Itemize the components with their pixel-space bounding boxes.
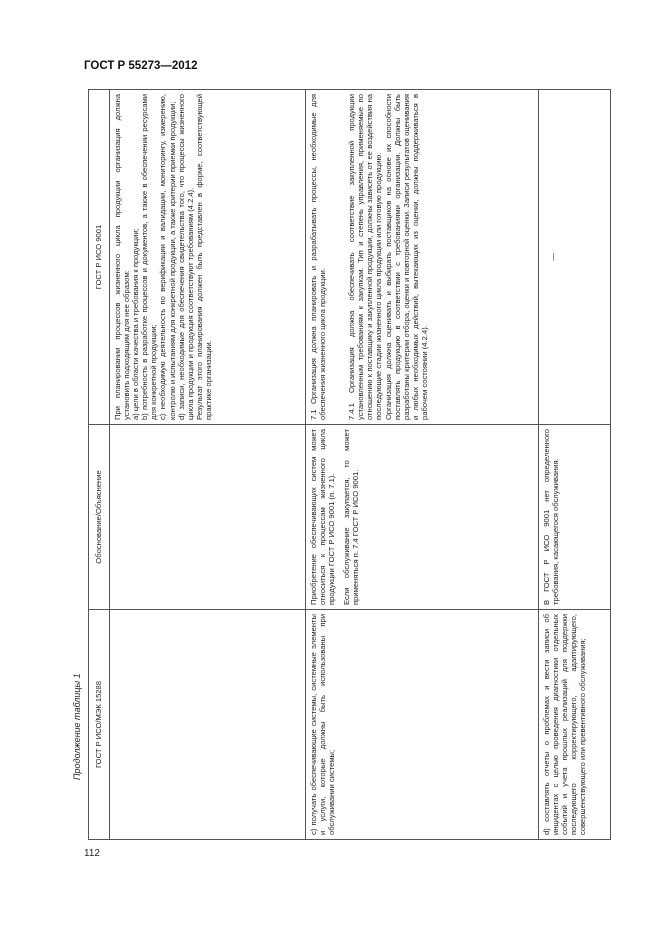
cell-paragraph: 7.1 Организация должна планировать и разрабатывать процессы, необходимые для обеспечения жизненного цикла продукции. <box>309 94 328 420</box>
cell-paragraph: Организация должна оценивать и выбирать поставщиков на основе их способности поставлять продукцию в соответствии с требованиями организации. Должны быть разработаны критерии отбора, оценки и повторной оценки. Записи результатов оценивания и любых необходимых действий, вытекающих из оценки, должны поддерживаться в рабочем состоянии (4.2.4). <box>383 94 429 420</box>
table-row <box>539 90 611 840</box>
cell-paragraph: c) необходимую деятельность по верификации и валидации, мониторингу, измерению, контролю и испытаниям для конкретной продукции, а также критерии приемки продукции; <box>158 94 177 420</box>
column-header-iso-9001: ГОСТ Р ИСО 9001 <box>89 90 110 425</box>
cell-iso-9001 <box>110 90 306 425</box>
page-number: 112 <box>84 848 100 859</box>
cell-iso-9001 <box>306 90 539 425</box>
column-header-rationale: Обоснование/Объяснение <box>89 425 110 610</box>
cell-paragraph: b) потребность в разработке процессов и документов, а также в обеспечении ресурсами для конкретной продукции; <box>140 94 159 420</box>
table-continuation-caption: Продолжение таблицы 1 <box>72 673 82 780</box>
cell-iso-15288 <box>110 610 306 840</box>
cell-iso-15288: d) составлять отчеты о проблемах и вести записи об инцидентах с целью проведения диагностики отдельных событий и учета прошлых реализаций для поддержки последующего корректирующего, адаптирующего, совершенствующего или превентивного обслуживания; <box>539 610 611 840</box>
cell-iso-15288: c) получать обеспечивающие системы, системные элементы и услуги, которые должны быть использованы при обслуживании системы; <box>306 610 539 840</box>
cell-dash: — <box>548 253 557 261</box>
cell-paragraph: a) цели в области качества и требования к продукции; <box>131 228 141 420</box>
cell-paragraph: Результат этого планирования должен быть представлен в форме, соответствующей практике организации. <box>194 94 213 420</box>
cell-paragraph: d) записи, необходимые для обеспечения свидетельства того, что процессы жизненного цикла продукции и продукция соответствуют требованиям (4.2.4). <box>176 94 195 420</box>
cell-paragraph: Приобретение обеспечивающих систем может относиться к процессам жизненного цикла продукции ГОСТ Р ИСО 9001 (п. 7.1). <box>309 429 337 605</box>
cell-rationale <box>110 425 306 610</box>
table-row <box>110 90 306 840</box>
cell-paragraph: При планировании процессов жизненного цикла продукции организация должна установить подходящим для нее образом: <box>113 94 132 420</box>
cell-paragraph: Если обслуживание закупается, то может применяться п. 7.4 ГОСТ Р ИСО 9001. <box>342 429 361 605</box>
table-row <box>306 90 539 840</box>
cell-rationale: В ГОСТ Р ИСО 9001 нет определенного требования, касающегося обслуживания. <box>539 425 611 610</box>
document-header: ГОСТ Р 55273—2012 <box>84 60 198 72</box>
column-header-iso-15288: ГОСТ Р ИСО/МЭК 15288 <box>89 610 110 840</box>
cell-rationale <box>306 425 539 610</box>
cell-paragraph: 7.4.1 Организация должна обеспечивать соответствие закупленной продукции установленным требованиям к закупкам. Тип и степень управления, применяемые по отношению к поставщику и закупленной продукции, должны зависеть от ее воздействия на последующие стадии жизненного цикла продукции или готовую продукцию. <box>347 94 384 420</box>
table-header-row <box>89 90 110 840</box>
cell-iso-9001 <box>539 90 611 425</box>
comparison-table <box>88 89 611 840</box>
rotated-table-container <box>88 90 623 840</box>
